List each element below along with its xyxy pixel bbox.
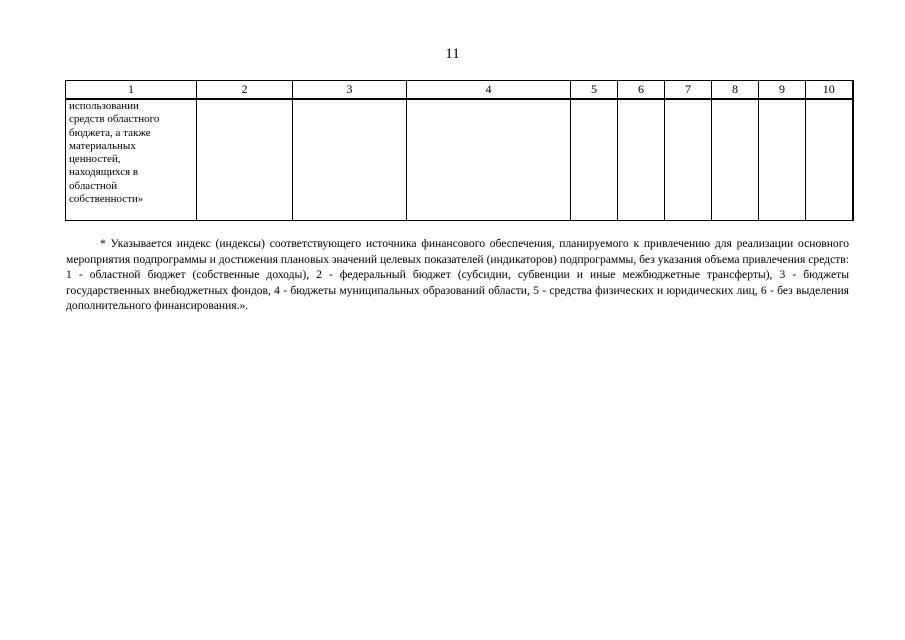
- footnote: * Указывается индекс (индексы) соответствующего источника финансового обеспечения, планируемого к привлечению для реализации основного мероприятия подпрограммы и достижения плановых значений целевых показателей (индикаторов) подпрограммы, без указания объема привлечения средств: 1 - областной бюджет (собственные доходы), 2 - федеральный бюджет (субсидии, субвенции и иные межбюджетные трансферты), 3 - бюджеты государственных внебюджетных фондов, 4 - бюджеты муниципальных образований области, 5 - средства физических и юридических лиц, 6 - без выделения дополнительного финансирования.».: [66, 237, 849, 313]
- header-cell: 4: [407, 81, 571, 100]
- table-header-row: [66, 81, 853, 100]
- table-cell: [759, 99, 806, 221]
- header-cell: 10: [806, 81, 853, 100]
- table-cell: [712, 99, 759, 221]
- header-cell: 8: [712, 81, 759, 100]
- data-table: [65, 80, 854, 221]
- table-cell: [571, 99, 618, 221]
- table-cell: [665, 99, 712, 221]
- table-cell: [293, 99, 407, 221]
- table-cell: [66, 99, 197, 221]
- page-number: 11: [445, 46, 460, 62]
- header-cell: 6: [618, 81, 665, 100]
- table-cell: [806, 99, 853, 221]
- cell-text: использовании средств областного бюджета, а также материальных ценностей, находящихся в областной собственности»: [69, 100, 160, 206]
- header-cell: 7: [665, 81, 712, 100]
- table-cell: [197, 99, 293, 221]
- header-cell: 3: [293, 81, 407, 100]
- table-cell: [407, 99, 571, 221]
- header-cell: 5: [571, 81, 618, 100]
- table-cell: [618, 99, 665, 221]
- header-cell: 1: [66, 81, 197, 100]
- table-row: [66, 99, 853, 221]
- header-cell: 9: [759, 81, 806, 100]
- header-cell: 2: [197, 81, 293, 100]
